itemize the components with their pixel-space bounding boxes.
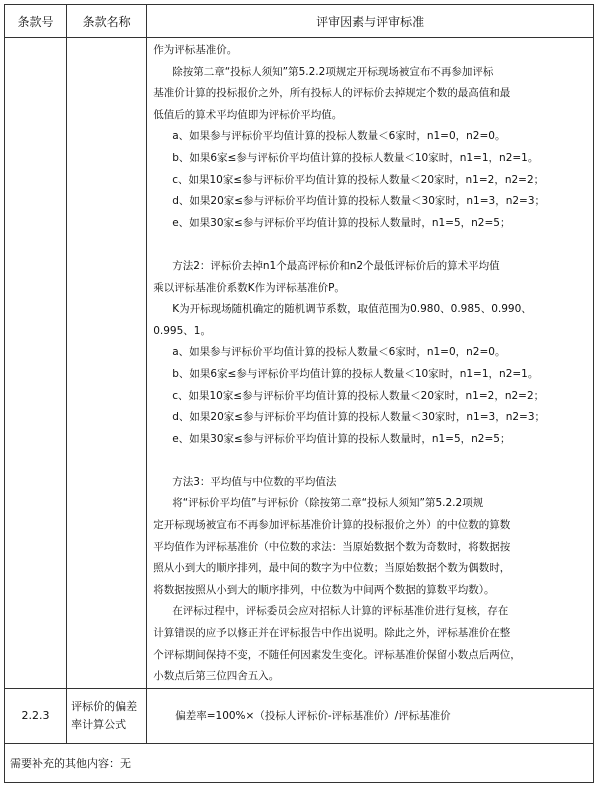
criteria-line: 个评标期间保持不变，不随任何因素发生变化。评标基准价保留小数点后两位， [153,648,521,661]
criteria-line: c、如果10家≤参与评标价平均值计算的投标人数量＜20家时，n1=2，n2=2； [172,173,545,186]
criteria-line: 小数点后第三位四舍五入。 [153,670,280,683]
criteria-line: 将数据按照从小到大的顺序排列，中位数为中间两个数据的算数平均数）。 [153,583,495,596]
clause-number: 2.2.3 [5,688,67,743]
criteria-line: b、如果6家≤参与评标价平均值计算的投标人数量＜10家时，n1=1，n2=1。 [172,367,539,380]
criteria-line: e、如果30家≤参与评标价平均值计算的投标人数量时，n1=5，n2=5； [172,216,511,229]
criteria-body [147,38,594,689]
supplementary-note: 需要补充的其他内容：无 [5,743,594,782]
blank-line [153,234,589,256]
table-footer-row [5,743,594,782]
criteria-line: 方法2：评标价去掉n1个最高评标价和n2个最低评标价后的算术平均值 [172,259,500,272]
blank-line [153,450,589,472]
criteria-line: 定开标现场被宣布不再参加评标基准价计算的投标报价之外）的中位数的算数 [153,519,511,532]
criteria-line: 0.995、1。 [153,324,211,337]
header-criteria: 评审因素与评审标准 [147,5,594,38]
criteria-line: K为开标现场随机确定的随机调节系数，取值范围为0.980、0.985、0.990、 [172,303,532,316]
clause-number-cell-empty [5,38,67,689]
criteria-paragraphs [153,40,589,688]
header-clause-number: 条款号 [5,5,67,38]
criteria-line: 作为评标基准价。 [153,44,238,56]
criteria-line: 平均值作为评标基准价（中位数的求法：当原始数据个数为奇数时，将数据按 [153,540,511,553]
header-clause-name: 条款名称 [67,5,147,38]
criteria-line: 在评标过程中，评标委员会应对招标人计算的评标基准价进行复核，存在 [172,605,509,618]
criteria-line: 乘以评标基准价系数K作为评标基准价P。 [153,281,345,294]
table-row-method [5,38,594,689]
criteria-line: 除按第二章“投标人须知”第5.2.2项规定开标现场被宣布不再参加评标 [172,65,494,78]
criteria-line: d、如果20家≤参与评标价平均值计算的投标人数量＜30家时，n1=3，n2=3； [172,195,546,208]
criteria-line: 计算错误的应予以修正并在评标报告中作出说明。除此之外，评标基准价在整 [153,627,511,640]
criteria-line: a、如果参与评标价平均值计算的投标人数量＜6家时，n1=0，n2=0。 [172,130,506,143]
criteria-line: 低值后的算术平均值即为评标价平均值。 [153,108,343,121]
clause-name-cell-empty [67,38,147,689]
criteria-line: e、如果30家≤参与评标价平均值计算的投标人数量时，n1=5，n2=5； [172,432,511,445]
criteria-line: 基准价计算的投标报价之外，所有投标人的评标价去掉规定个数的最高值和最 [153,87,511,100]
table-row-2-2-3 [5,688,594,743]
criteria-line: b、如果6家≤参与评标价平均值计算的投标人数量＜10家时，n1=1，n2=1。 [172,151,539,164]
criteria-line: 方法3：平均值与中位数的平均值法 [172,475,337,488]
clause-name: 评标价的偏差率计算公式 [67,688,147,743]
criteria-line: c、如果10家≤参与评标价平均值计算的投标人数量＜20家时，n1=2，n2=2； [172,389,545,402]
criteria-line: 将“评标价平均值”与评标价（除按第二章“投标人须知”第5.2.2项规 [172,497,484,510]
criteria-line: 照从小到大的顺序排列，最中间的数字为中位数；当原始数据个数为偶数时， [153,562,511,575]
criteria-line: d、如果20家≤参与评标价平均值计算的投标人数量＜30家时，n1=3，n2=3； [172,411,546,424]
table-header-row [5,5,594,38]
evaluation-criteria-table [4,4,594,783]
criteria-line: a、如果参与评标价平均值计算的投标人数量＜6家时，n1=0，n2=0。 [172,346,506,359]
deviation-formula: 偏差率=100%×（投标人评标价-评标基准价）/评标基准价 [147,688,594,743]
